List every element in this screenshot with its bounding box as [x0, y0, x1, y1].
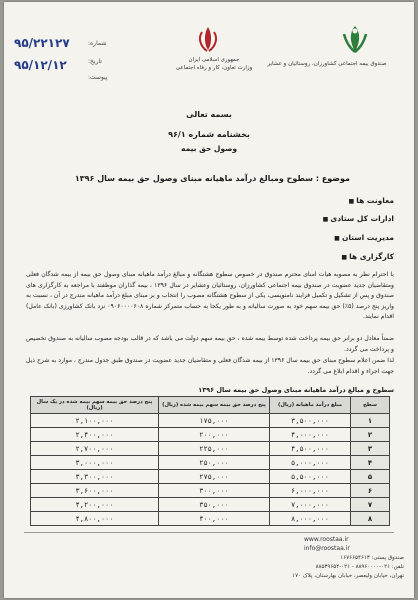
header-yearly: پنج درصد حق بیمه سهم بیمه شده در یک سال (ریال): [31, 397, 159, 414]
salary-levels-table: [30, 396, 390, 526]
handwritten-date: ۹۵/۱۲/۱۲: [14, 58, 67, 72]
bismillah-heading: بسمه تعالی: [186, 110, 232, 119]
left-org-line2: وزارت تعاون، کار و رفاه اجتماعی: [175, 65, 253, 71]
cell-monthly: ۲۰۰,۰۰۰: [159, 428, 270, 442]
table-row: [31, 456, 390, 470]
cell-level: ۴: [351, 456, 390, 470]
cell-monthly: ۱۷۵,۰۰۰: [159, 414, 270, 428]
cell-level: ۷: [351, 498, 390, 512]
cell-yearly: ۴,۸۰۰,۰۰۰: [31, 512, 159, 526]
table-row: [31, 484, 390, 498]
cell-yearly: ۲,۱۰۰,۰۰۰: [31, 414, 159, 428]
subject-line: [75, 174, 350, 183]
table-row: [31, 512, 390, 526]
meta-attach-label: پیوست:: [88, 74, 108, 81]
cell-income: ۷,۰۰۰,۰۰۰: [270, 498, 351, 512]
recipient-2: ادارات کل ستادی ■: [323, 214, 394, 223]
meta-date-label: تاریخ:: [88, 58, 102, 65]
cell-level: ۸: [351, 512, 390, 526]
header-level: سطح: [351, 397, 390, 414]
paragraph-3: لذا ضمن اعلام سطوح مبنای حق بیمه سال ۱۳۹۶ از بیمه شدگان فعلی و متقاضیان جدید عضویت در صندوق طبق جدول مندرج ، موارد به شرح ذیل جهت اجراء و اقدام ابلاغ می گردد.: [26, 357, 394, 375]
cell-monthly: ۲۲۵,۰۰۰: [159, 442, 270, 456]
recipient-3: مدیریت استان ■: [334, 233, 394, 242]
table-row: [31, 414, 390, 428]
footer-divider: [24, 532, 394, 533]
cell-yearly: ۳,۳۰۰,۰۰۰: [31, 470, 159, 484]
iran-emblem-icon: [194, 24, 222, 54]
cell-income: ۵,۰۰۰,۰۰۰: [270, 456, 351, 470]
cell-monthly: ۲۵۰,۰۰۰: [159, 456, 270, 470]
cell-income: ۳,۵۰۰,۰۰۰: [270, 414, 351, 428]
cell-monthly: ۳۰۰,۰۰۰: [159, 484, 270, 498]
cell-yearly: ۳,۶۰۰,۰۰۰: [31, 484, 159, 498]
document-page: [4, 2, 414, 598]
cell-level: ۳: [351, 442, 390, 456]
table-header-row: [31, 397, 390, 414]
subject-text: سطوح ومبالغ درآمد ماهیانه مبنای وصول حق بیمه سال ۱۳۹۶: [74, 174, 314, 183]
paragraph-2: ضمناً معادل دو برابر حق بیمه پرداخت شده توسط بیمه شده ، حق بیمه سهم دولت می باشد که در قالب بودجه مصوب سالیانه به صندوق تخصیص و پرداخت می گردد.: [26, 335, 394, 353]
left-org-line1: جمهوری اسلامی ایران: [188, 57, 240, 63]
cell-income: ۶,۰۰۰,۰۰۰: [270, 484, 351, 498]
table-row: [31, 428, 390, 442]
cell-level: ۶: [351, 484, 390, 498]
handwritten-number: ۹۵/۲۲۱۲۷: [14, 36, 70, 50]
footer-line-2: تلفن: ۰۲۱-۸۸۹۶۰۰۰۰ - ۰۲۱-۸۸۵۳۹۶۵۴: [315, 564, 404, 570]
circular-number: بخشنامه شماره ۹۶/۱: [168, 130, 250, 139]
cell-income: ۴,۰۰۰,۰۰۰: [270, 428, 351, 442]
meta-number-label: شماره:: [88, 40, 107, 47]
subject-label: موضوع :: [315, 174, 350, 183]
cell-yearly: ۲,۷۰۰,۰۰۰: [31, 442, 159, 456]
cell-yearly: ۳,۰۰۰,۰۰۰: [31, 456, 159, 470]
footer-website: www.roostaa.ir: [304, 536, 349, 543]
recipient-1: معاونت ها ■: [348, 196, 394, 205]
footer-line-3: تهران، خیابان ولیعصر، خیابان بهارستان، پلاک ۱۷۰: [292, 573, 404, 579]
cell-level: ۱: [351, 414, 390, 428]
footer-email: info@roostaa.ir: [304, 545, 350, 552]
right-organization: صندوق بیمه اجتماعی کشاورزان، روستائیان و عشایر: [267, 61, 387, 67]
cell-level: ۵: [351, 470, 390, 484]
footer-line-1: صندوق پستی: ۱۶۷۶۶۵۴۶۱۳: [340, 555, 404, 561]
cell-income: ۸,۰۰۰,۰۰۰: [270, 512, 351, 526]
circular-subject: وصول حق بیمه: [181, 144, 237, 153]
paragraph-1: با احترام نظر به مصوبه هیات امنای محترم صندوق در خصوص سطوح هشتگانه و مبالغ درآمد ماهیانه مبنای وصول حق بیمه از بیمه شدگان فعلی ومتقاضیان جدید عضویت در صندوق بیمه اجتماعی کشاورزان، روستائیان وعشایر در سال ۱۳۹۶ ، بیمه گذاران موظفند با مراجعه به کارگزاری های صندوق و پس از تشکیل و تکمیل فرایند نامنویسی، یکی از سطوح هشتگانه مصوب را انتخاب و بر مبنای مبلغ درآمد ماهیانه مندرج در آن ، نسبت به واریز پنج درصد (۵٪) حق بیمه سهم خود به صورت سالیانه و به طور یکجا به حساب متمرکز شماره ۰۹۰۶۰۰۰۰۶۰۸ نزد بانک کشاورزی (بانک عامل) اقدام نمایند.: [26, 271, 394, 320]
cell-yearly: ۴,۲۰۰,۰۰۰: [31, 498, 159, 512]
cell-monthly: ۳۵۰,۰۰۰: [159, 498, 270, 512]
cell-yearly: ۲,۴۰۰,۰۰۰: [31, 428, 159, 442]
table-row: [31, 442, 390, 456]
cell-level: ۲: [351, 428, 390, 442]
left-organization: [159, 56, 269, 72]
table-row: [31, 470, 390, 484]
cell-income: ۵,۵۰۰,۰۰۰: [270, 470, 351, 484]
table-row: [31, 498, 390, 512]
recipient-4: کارگزاری ها ■: [341, 252, 394, 261]
header-monthly: پنج درصد حق بیمه سهم بیمه شده (ریال): [159, 397, 270, 414]
cell-monthly: ۴۰۰,۰۰۰: [159, 512, 270, 526]
cell-monthly: ۲۷۵,۰۰۰: [159, 470, 270, 484]
fund-logo-icon: [338, 22, 372, 56]
table-title: سطوح و مبالغ درآمد ماهیانه مبنای وصول حق بیمه سال ۱۳۹۶: [198, 386, 394, 394]
header-income: مبلغ درآمد ماهیانه (ریال): [270, 397, 351, 414]
cell-income: ۴,۵۰۰,۰۰۰: [270, 442, 351, 456]
